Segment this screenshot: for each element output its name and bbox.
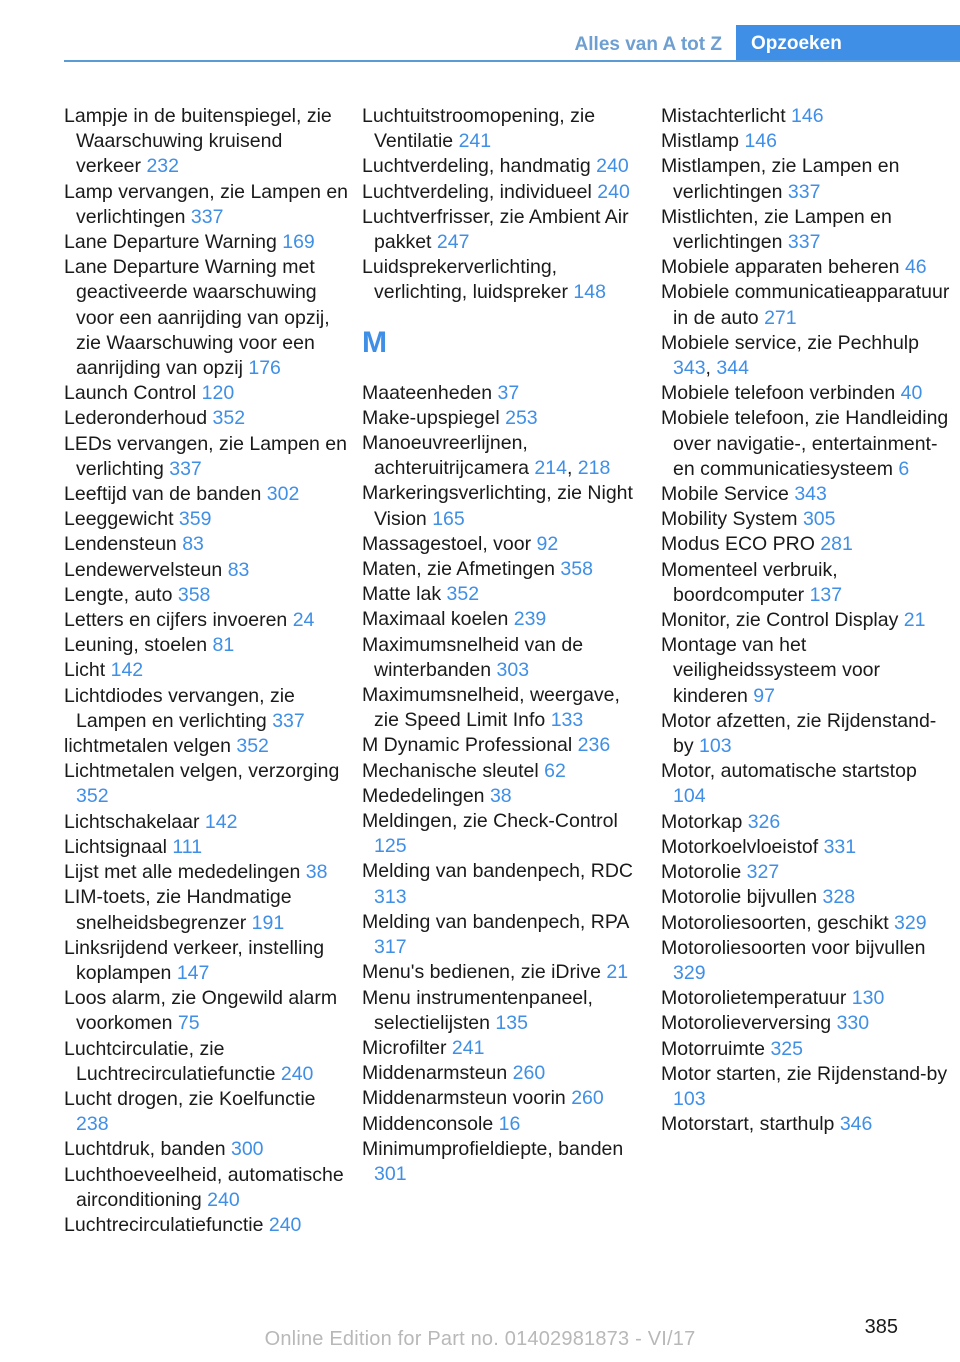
entry-term: Lendewervelsteun bbox=[64, 558, 228, 581]
page-link[interactable]: 133 bbox=[550, 709, 584, 732]
entry-term: Lucht drogen, zie Koelfunctie bbox=[64, 1087, 316, 1110]
page-link[interactable]: 146 bbox=[744, 130, 777, 153]
index-entry bbox=[362, 986, 647, 1036]
index-entry bbox=[362, 582, 647, 607]
index-entry bbox=[661, 810, 951, 835]
index-entry bbox=[362, 759, 647, 784]
index-entry bbox=[64, 1037, 349, 1087]
page-link[interactable]: 191 bbox=[251, 911, 285, 934]
entry-term: Motorolieverversing bbox=[661, 1012, 837, 1035]
page-link[interactable]: 218 bbox=[577, 457, 611, 480]
entry-term: Luchtverdeling, handmatig bbox=[362, 155, 597, 178]
entry-term: Loos alarm, zie Ongewild alarm voorkomen bbox=[64, 987, 338, 1035]
index-entry bbox=[661, 835, 951, 860]
page-link[interactable]: 343 bbox=[794, 483, 827, 506]
entry-term: Mobility System bbox=[661, 508, 803, 531]
entry-term: Motorolie bijvullen bbox=[661, 886, 823, 909]
page-link[interactable]: 327 bbox=[746, 861, 780, 884]
entry-term: Motorstart, starthulp bbox=[661, 1113, 840, 1136]
page-link[interactable]: 358 bbox=[177, 583, 211, 606]
index-entry bbox=[64, 230, 349, 255]
page-link[interactable]: 169 bbox=[282, 231, 315, 254]
entry-term: Luchtcirculatie, zie Luchtrecirculatiefunctie bbox=[64, 1037, 281, 1085]
index-entry bbox=[661, 885, 951, 910]
page-link[interactable]: 302 bbox=[266, 483, 300, 506]
page-link[interactable]: 260 bbox=[571, 1087, 604, 1110]
page-link[interactable]: 359 bbox=[178, 508, 212, 531]
entry-term: Luidsprekerverlichting, verlichting, luidspreker bbox=[362, 256, 574, 304]
index-entry bbox=[661, 280, 951, 330]
page-link[interactable]: 337 bbox=[272, 709, 305, 732]
index-entry bbox=[64, 1087, 349, 1137]
index-entry bbox=[64, 381, 349, 406]
page-link[interactable]: 103 bbox=[699, 735, 732, 758]
page-link[interactable]: 21 bbox=[606, 961, 629, 984]
index-entry bbox=[362, 733, 647, 758]
page-link[interactable]: 313 bbox=[374, 885, 407, 908]
page-link[interactable]: 241 bbox=[458, 130, 492, 153]
entry-term: Lengte, auto bbox=[64, 583, 178, 606]
page-link[interactable]: 92 bbox=[536, 532, 559, 555]
index-entry bbox=[661, 608, 951, 633]
entry-term: Monitor, zie Control Display bbox=[661, 609, 904, 632]
index-entry bbox=[661, 406, 951, 482]
index-entry bbox=[661, 709, 951, 759]
entry-term: Motorkoelvloeistof bbox=[661, 835, 824, 858]
page-link[interactable]: 236 bbox=[577, 734, 611, 757]
entry-term: Motorolietemperatuur bbox=[661, 987, 852, 1010]
header-rule bbox=[64, 60, 960, 62]
entry-term: Mobiele apparaten beheren bbox=[661, 256, 905, 279]
index-entry bbox=[362, 910, 647, 960]
index-column-1 bbox=[64, 104, 349, 1238]
index-entry bbox=[362, 1061, 647, 1086]
entry-term: Motorolie bbox=[661, 861, 747, 884]
index-entry bbox=[661, 860, 951, 885]
page-link[interactable]: 352 bbox=[446, 583, 480, 606]
page-link[interactable]: 271 bbox=[764, 306, 797, 329]
index-entry bbox=[661, 104, 951, 129]
entry-term: Leeftijd van de banden bbox=[64, 483, 267, 506]
index-entry bbox=[661, 936, 951, 986]
entry-term: Mistlampen, zie Lampen en verlichtingen bbox=[661, 155, 900, 203]
entry-term: Motorkap bbox=[661, 810, 748, 833]
index-entry bbox=[661, 986, 951, 1011]
page-link[interactable]: 146 bbox=[791, 105, 824, 127]
page-link[interactable]: 46 bbox=[904, 256, 927, 279]
index-entry bbox=[362, 1086, 647, 1111]
page-link[interactable]: 240 bbox=[597, 180, 630, 203]
page-link[interactable]: 165 bbox=[432, 507, 465, 530]
entry-term: Launch Control bbox=[64, 382, 202, 405]
entry-term: Motor, automatische startstop bbox=[661, 760, 917, 783]
page-link[interactable]: 328 bbox=[822, 886, 856, 909]
entry-term: Lane Departure Warning bbox=[64, 231, 283, 254]
entry-term: Motorruimte bbox=[661, 1037, 771, 1060]
entry-term: LEDs vervangen, zie Lampen en verlichting bbox=[64, 432, 347, 480]
index-column-2 bbox=[362, 104, 647, 1187]
page-link[interactable]: 240 bbox=[596, 155, 629, 178]
entry-term: Montage van het veiligheidssysteem voor kinderen bbox=[661, 634, 881, 707]
page-link[interactable]: 238 bbox=[76, 1113, 109, 1136]
page-link[interactable]: 147 bbox=[176, 961, 210, 984]
index-entry bbox=[661, 1062, 951, 1112]
page-link[interactable]: 346 bbox=[839, 1113, 873, 1136]
page-link[interactable]: 305 bbox=[802, 508, 836, 531]
entry-term: Middenarmsteun bbox=[362, 1062, 513, 1085]
page-link[interactable]: 253 bbox=[505, 406, 538, 429]
index-entry bbox=[661, 1037, 951, 1062]
index-entry: Manoeuvreerlijnen, achteruitrijcamera 214, 218 bbox=[362, 432, 611, 480]
entry-term: Leuning, stoelen bbox=[64, 634, 213, 657]
page-link[interactable]: 344 bbox=[716, 357, 749, 380]
index-entry bbox=[661, 759, 951, 809]
entry-term: Motor starten, zie Rijdenstand-by bbox=[661, 1062, 948, 1085]
entry-term: Mechanische sleutel bbox=[362, 759, 545, 782]
index-entry bbox=[64, 936, 349, 986]
entry-term: Melding van bandenpech, RDC bbox=[362, 860, 634, 883]
page-link[interactable]: 38 bbox=[305, 861, 328, 884]
entry-term: Lamp vervangen, zie Lampen en verlichtingen bbox=[64, 180, 349, 228]
index-entry bbox=[64, 507, 349, 532]
entry-term: Leeggewicht bbox=[64, 508, 179, 531]
index-entry bbox=[362, 180, 647, 205]
page-link[interactable]: 83 bbox=[227, 558, 250, 581]
index-entry bbox=[64, 1137, 349, 1162]
index-entry bbox=[64, 558, 349, 583]
index-column-3 bbox=[661, 104, 951, 1137]
entry-term: Make-upspiegel bbox=[362, 406, 506, 429]
index-entry bbox=[362, 406, 647, 431]
entry-term: Mededelingen bbox=[362, 784, 490, 807]
page-link[interactable]: 38 bbox=[489, 784, 512, 807]
index-entry bbox=[362, 104, 647, 154]
entry-term: Motoroliesoorten, geschikt bbox=[661, 911, 895, 934]
page-link[interactable]: 330 bbox=[836, 1012, 870, 1035]
page-link[interactable]: 16 bbox=[498, 1112, 521, 1135]
page-link[interactable]: 343 bbox=[673, 357, 706, 380]
entry-term: Lijst met alle mededelingen bbox=[64, 861, 306, 884]
page-link[interactable]: 104 bbox=[673, 785, 706, 808]
index-entry bbox=[661, 154, 951, 204]
entry-term: Middenarmsteun voorin bbox=[362, 1087, 572, 1110]
entry-term: Middenconsole bbox=[362, 1112, 499, 1135]
entry-term: Mistlamp bbox=[661, 130, 745, 153]
entry-term: Microfilter bbox=[362, 1036, 452, 1059]
page-link[interactable]: 6 bbox=[898, 457, 910, 480]
entry-term: Maximaal koelen bbox=[362, 608, 514, 631]
page-link[interactable]: 142 bbox=[110, 659, 144, 682]
index-entry bbox=[362, 255, 647, 305]
page-link[interactable]: 83 bbox=[182, 533, 204, 556]
entry-term: LIM-toets, zie Handmatige snelheidsbegrenzer bbox=[64, 886, 292, 934]
entry-term: Luchthoeveelheid, automatische airconditioning bbox=[64, 1163, 344, 1211]
page-link[interactable]: 358 bbox=[560, 558, 593, 581]
entry-term: Meldingen, zie Check-Control bbox=[362, 810, 618, 833]
index-entry bbox=[64, 482, 349, 507]
index-entry bbox=[362, 205, 647, 255]
entry-term: Modus ECO PRO bbox=[661, 533, 821, 556]
index-entry bbox=[362, 809, 647, 859]
page-link[interactable]: 232 bbox=[146, 155, 179, 178]
entry-term: Massagestoel, voor bbox=[362, 532, 537, 555]
section-letter-wrap bbox=[362, 306, 647, 381]
entry-term: Lichtsignaal bbox=[64, 835, 173, 858]
entry-term: Motor afzetten, zie Rijdenstand-by bbox=[661, 709, 937, 758]
page-link[interactable]: 325 bbox=[770, 1037, 803, 1060]
entry-term: Luchtrecirculatiefunctie bbox=[64, 1213, 269, 1236]
index-entry bbox=[661, 482, 951, 507]
entry-term: Mobiele communicatieapparatuur in de auto bbox=[661, 281, 950, 329]
entry-term: Matte lak bbox=[362, 583, 447, 606]
index-entry bbox=[661, 205, 951, 255]
entry-term: Mistlichten, zie Lampen en verlichtingen bbox=[661, 205, 892, 254]
index-entry bbox=[64, 658, 349, 683]
page-link[interactable]: 111 bbox=[172, 835, 203, 858]
entry-term: Lendensteun bbox=[64, 533, 183, 556]
index-entry bbox=[362, 154, 647, 179]
index-entry bbox=[362, 481, 647, 531]
page-link[interactable]: 301 bbox=[374, 1162, 407, 1185]
index-entry bbox=[362, 633, 647, 683]
index-entry bbox=[661, 532, 951, 557]
index-entry bbox=[64, 406, 349, 431]
edition-footer: Online Edition for Part no. 01402981873 - VI/17 bbox=[264, 1328, 696, 1350]
page-link[interactable]: 130 bbox=[851, 987, 885, 1010]
entry-term: M Dynamic Professional bbox=[362, 734, 578, 757]
index-entry bbox=[362, 532, 647, 557]
page-number: 385 bbox=[864, 1316, 898, 1338]
index-entry bbox=[661, 633, 951, 709]
page-link[interactable]: 352 bbox=[212, 407, 246, 430]
index-entry bbox=[661, 507, 951, 532]
page-link[interactable]: 281 bbox=[820, 533, 853, 556]
index-entry bbox=[64, 860, 349, 885]
entry-term: Manoeuvreerlijnen, achteruitrijcamera bbox=[362, 432, 535, 480]
page-link[interactable]: 247 bbox=[436, 231, 470, 254]
index-entry bbox=[64, 255, 349, 381]
page-link[interactable]: 240 bbox=[268, 1213, 302, 1236]
index-entry bbox=[64, 583, 349, 608]
page-link[interactable]: 240 bbox=[207, 1188, 240, 1211]
entry-term: Mobiele service, zie Pechhulp bbox=[661, 331, 919, 354]
page-link[interactable]: 352 bbox=[236, 735, 269, 758]
page-link[interactable]: 337 bbox=[787, 231, 821, 254]
index-entry bbox=[64, 180, 349, 230]
index-entry bbox=[64, 810, 349, 835]
page-link[interactable]: 37 bbox=[497, 381, 520, 404]
index-entry: Mobiele service, zie Pechhulp 343, 344 bbox=[661, 331, 919, 380]
index-entry bbox=[661, 1011, 951, 1036]
page-link[interactable]: 337 bbox=[169, 457, 202, 480]
entry-term: Luchtverdeling, individueel bbox=[362, 180, 598, 203]
entry-term: Licht bbox=[64, 659, 111, 682]
index-entry bbox=[64, 986, 349, 1036]
index-entry bbox=[64, 432, 349, 482]
page-link[interactable]: 240 bbox=[280, 1062, 314, 1085]
index-entry bbox=[64, 104, 349, 180]
page-link[interactable]: 103 bbox=[673, 1087, 706, 1110]
entry-term: Motoroliesoorten voor bijvullen bbox=[661, 936, 926, 959]
section-letter: M bbox=[362, 326, 387, 360]
page-link[interactable]: 176 bbox=[248, 357, 281, 380]
entry-term: Luchtuitstroomopening, zie Ventilatie bbox=[362, 105, 596, 153]
entry-term: Lichtdiodes vervangen, zie Lampen en verlichting bbox=[64, 684, 295, 732]
index-entry bbox=[362, 960, 647, 985]
entry-term: Mistachterlicht bbox=[661, 105, 792, 127]
entry-term: Markeringsverlichting, zie Night Vision bbox=[362, 482, 633, 530]
page-link[interactable]: 214 bbox=[534, 457, 567, 480]
index-entry bbox=[64, 633, 349, 658]
page-link[interactable]: 120 bbox=[201, 382, 235, 405]
index-entry bbox=[661, 911, 951, 936]
index-entry bbox=[64, 734, 349, 759]
entry-term: Melding van bandenpech, RPA bbox=[362, 910, 629, 933]
page-link[interactable]: 300 bbox=[230, 1138, 264, 1161]
page-link[interactable]: 81 bbox=[212, 634, 235, 657]
page-link[interactable]: 329 bbox=[673, 961, 706, 984]
entry-term: Luchtdruk, banden bbox=[64, 1138, 231, 1161]
entry-term: Letters en cijfers invoeren bbox=[64, 609, 293, 632]
page-link[interactable]: 352 bbox=[76, 785, 109, 808]
page-link[interactable]: 21 bbox=[903, 609, 926, 632]
index-entry bbox=[64, 608, 349, 633]
page-link[interactable]: 24 bbox=[292, 609, 315, 632]
page-link[interactable]: 337 bbox=[190, 205, 224, 228]
page-link[interactable]: 135 bbox=[495, 1011, 528, 1034]
page-link[interactable]: 317 bbox=[374, 936, 407, 959]
index-entry bbox=[362, 381, 647, 406]
index-entry bbox=[661, 381, 951, 406]
page-link[interactable]: 148 bbox=[573, 281, 606, 304]
index-entry bbox=[362, 607, 647, 632]
index-entry bbox=[661, 558, 951, 608]
entry-term: Lane Departure Warning met geactiveerde waarschuwing voor een aanrijding van opzij, zie Waarschuwing voor een aanrijding van opzij bbox=[64, 256, 330, 380]
index-entry bbox=[64, 759, 349, 809]
entry-term: Lichtschakelaar bbox=[64, 810, 205, 833]
index-entry bbox=[362, 557, 647, 582]
entry-term: Momenteel verbruik, boordcomputer bbox=[661, 558, 838, 606]
entry-term: Maateenheden bbox=[362, 381, 498, 404]
page-link[interactable]: 241 bbox=[451, 1036, 485, 1059]
entry-term: Maximumsnelheid, weergave, zie Speed Limit Info bbox=[362, 684, 620, 732]
page-link[interactable]: 125 bbox=[374, 835, 407, 858]
index-entry bbox=[64, 684, 349, 734]
page-link[interactable]: 326 bbox=[747, 810, 781, 833]
page-link[interactable]: 329 bbox=[894, 911, 927, 934]
entry-term: Mobiele telefoon, zie Handleiding over navigatie-, entertainment- en communicatiesysteem bbox=[661, 407, 949, 480]
index-entry bbox=[362, 1137, 647, 1187]
entry-term: Linksrijdend verkeer, instelling koplampen bbox=[64, 936, 325, 984]
index-entry bbox=[64, 885, 349, 935]
page-link[interactable]: 337 bbox=[787, 180, 821, 203]
index-entry bbox=[64, 1213, 349, 1238]
entry-term: Mobiele telefoon verbinden bbox=[661, 382, 901, 405]
index-entry bbox=[64, 835, 349, 860]
index-entry bbox=[362, 683, 647, 733]
page-link[interactable]: 62 bbox=[544, 759, 566, 782]
entry-term: Luchtverfrisser, zie Ambient Air pakket bbox=[362, 205, 629, 254]
index-entry bbox=[64, 1163, 349, 1213]
index-entry bbox=[661, 129, 951, 154]
entry-term: Menu's bedienen, zie iDrive bbox=[362, 961, 607, 984]
entry-term: lichtmetalen velgen bbox=[64, 735, 237, 758]
entry-term: Mobile Service bbox=[661, 483, 795, 506]
page-link[interactable]: 137 bbox=[809, 583, 843, 606]
index-entry bbox=[362, 1112, 647, 1137]
entry-term: Lederonderhoud bbox=[64, 407, 213, 430]
page-link[interactable]: 40 bbox=[900, 382, 923, 405]
index-entry bbox=[362, 1036, 647, 1061]
page-link[interactable]: 303 bbox=[496, 658, 530, 681]
entry-term: Maten, zie Afmetingen bbox=[362, 558, 561, 581]
index-entry bbox=[64, 532, 349, 557]
index-entry bbox=[362, 859, 647, 909]
entry-term: Maximumsnelheid van de winterbanden bbox=[362, 633, 584, 681]
index-entry bbox=[362, 784, 647, 809]
entry-term: Lampje in de buitenspiegel, zie Waarschuwing kruisend verkeer bbox=[64, 105, 332, 178]
entry-term: Lichtmetalen velgen, verzorging bbox=[64, 760, 340, 783]
page-link[interactable]: 75 bbox=[177, 1012, 200, 1035]
tab-opzoeken[interactable]: Opzoeken bbox=[736, 25, 960, 62]
page-link[interactable]: 239 bbox=[513, 608, 547, 631]
page-link[interactable]: 142 bbox=[204, 810, 238, 833]
page-link[interactable]: 97 bbox=[753, 684, 775, 707]
entry-term: Minimumprofieldiepte, banden bbox=[362, 1137, 624, 1160]
page-header bbox=[0, 0, 960, 64]
page-link[interactable]: 260 bbox=[512, 1062, 546, 1085]
index-entry bbox=[661, 1112, 951, 1137]
index-entry bbox=[661, 255, 951, 280]
section-title: Alles van A tot Z bbox=[574, 34, 722, 55]
entry-term: Menu instrumentenpaneel, selectielijsten bbox=[362, 986, 593, 1034]
page-link[interactable]: 331 bbox=[823, 835, 857, 858]
